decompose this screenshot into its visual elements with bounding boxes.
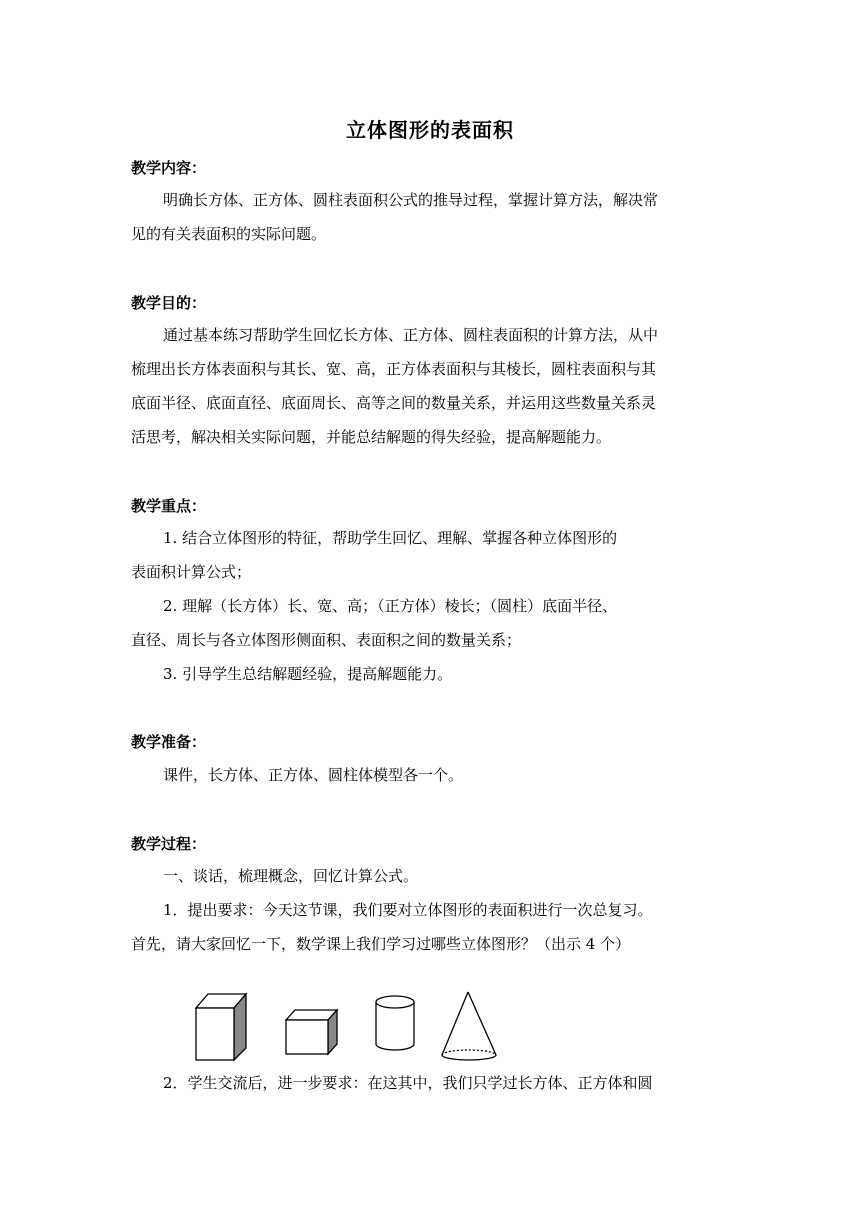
paragraph-line: 直径、周长与各立体图形侧面积、表面积之间的数量关系； xyxy=(131,631,522,649)
paragraph-line: 梳理出长方体表面积与其长、宽、高，正方体表面积与其棱长，圆柱表面积与其 xyxy=(131,360,657,378)
paragraph-line: 表面积计算公式； xyxy=(131,563,252,581)
section-heading-goal: 教学目的： xyxy=(131,294,207,312)
paragraph-line: 见的有关表面积的实际问题。 xyxy=(131,225,327,243)
paragraph-line: 3. 引导学生总结解题经验，提高解题能力。 xyxy=(163,665,453,683)
paragraph-line: 1．提出要求：今天这节课，我们要对立体图形的表面积进行一次总复习。 xyxy=(163,901,653,919)
paragraph-line: 首先，请大家回忆一下，数学课上我们学习过哪些立体图形？（出示 4 个） xyxy=(131,935,631,953)
paragraph-line: 底面半径、底面直径、底面周长、高等之间的数量关系，并运用这些数量关系灵 xyxy=(131,394,657,412)
section-heading-key: 教学重点： xyxy=(131,497,207,515)
paragraph-line: 2．学生交流后，进一步要求：在这其中，我们只学过长方体、正方体和圆 xyxy=(163,1074,653,1092)
cuboid-icon xyxy=(196,994,246,1060)
cube-icon xyxy=(286,1010,337,1054)
cone-icon xyxy=(442,992,496,1060)
section-heading-content: 教学内容： xyxy=(131,159,207,177)
paragraph-line: 1. 结合立体图形的特征，帮助学生回忆、理解、掌握各种立体图形的 xyxy=(163,529,618,547)
solid-shapes-figure xyxy=(186,986,516,1068)
page-title: 立体图形的表面积 xyxy=(346,118,514,142)
paragraph-line: 课件，长方体、正方体、圆柱体模型各一个。 xyxy=(163,766,464,784)
paragraph-line: 明确长方体、正方体、圆柱表面积公式的推导过程，掌握计算方法，解决常 xyxy=(163,191,659,209)
section-heading-prep: 教学准备： xyxy=(131,733,207,751)
paragraph-line: 活思考，解决相关实际问题，并能总结解题的得失经验，提高解题能力。 xyxy=(131,428,612,446)
paragraph-line: 一、谈话，梳理概念，回忆计算公式。 xyxy=(163,867,419,885)
paragraph-line: 通过基本练习帮助学生回忆长方体、正方体、圆柱表面积的计算方法，从中 xyxy=(163,326,659,344)
section-heading-process: 教学过程： xyxy=(131,835,207,853)
cylinder-icon xyxy=(376,996,414,1050)
paragraph-line: 2. 理解（长方体）长、宽、高；（正方体）棱长；（圆柱）底面半径、 xyxy=(163,597,618,615)
